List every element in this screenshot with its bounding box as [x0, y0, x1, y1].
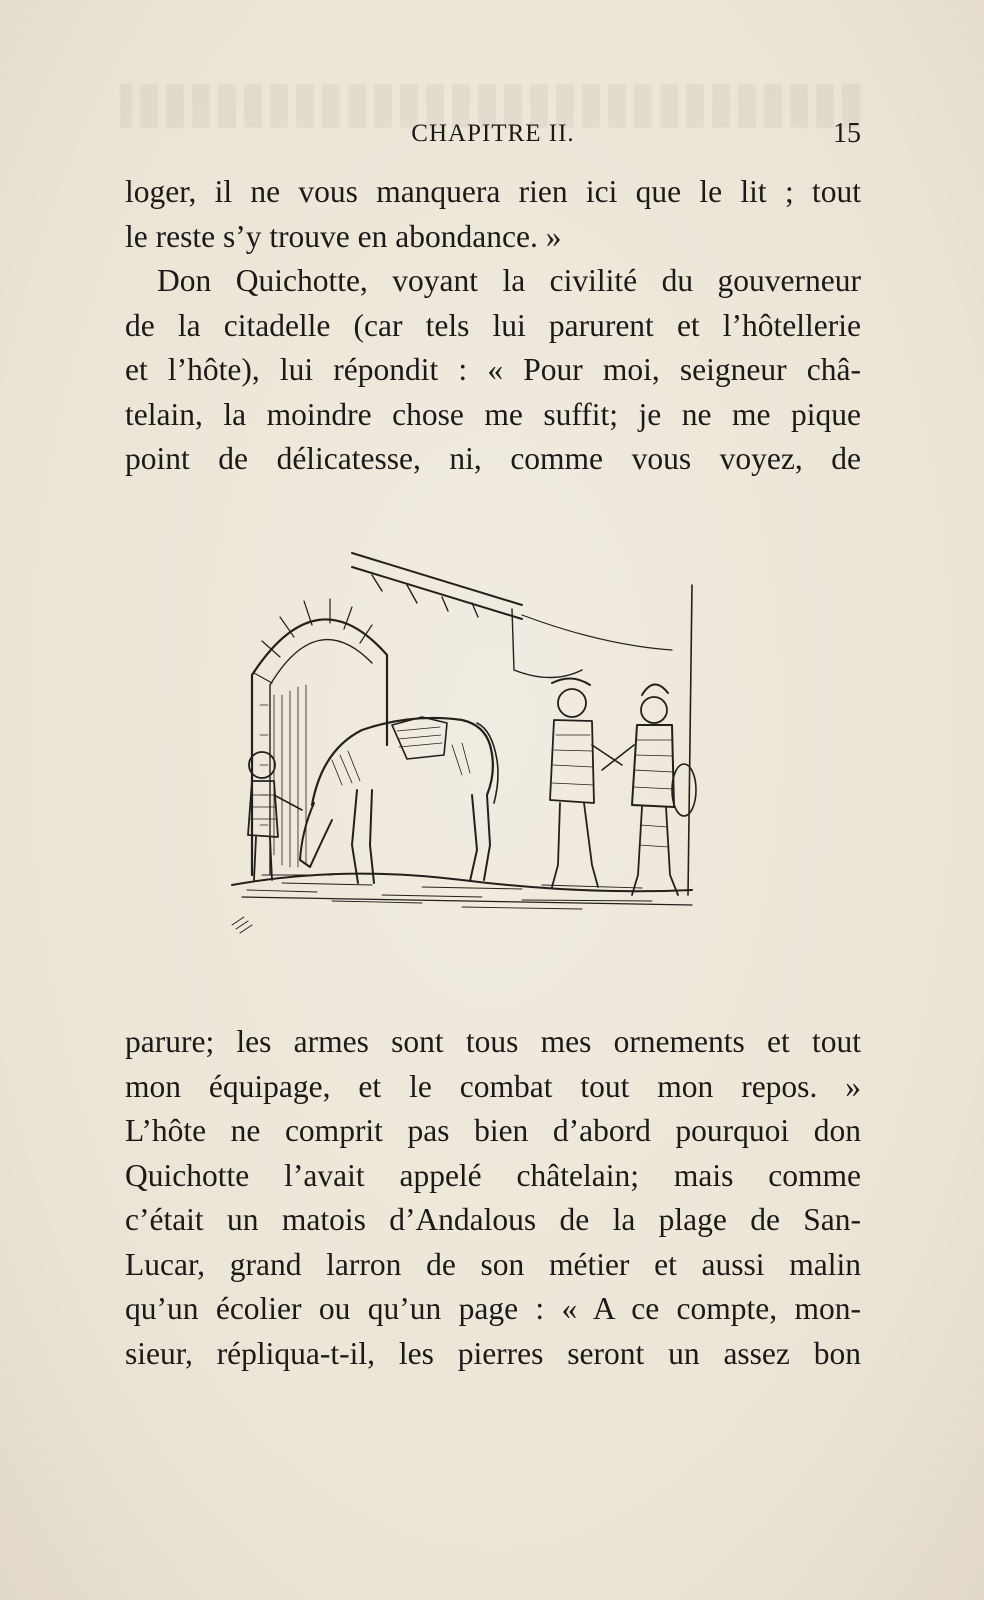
text-line: qu’un écolier ou qu’un page : « A ce compte, mon- — [125, 1291, 861, 1326]
text-line: telain, la moindre chose me suffit; je ne me pique — [125, 396, 861, 432]
text-line: loger, il ne vous manquera rien ici que le lit ; tout — [125, 174, 861, 209]
text-line: de la citadelle (car tels lui parurent et l’hôtellerie — [125, 307, 861, 343]
running-header — [125, 118, 861, 156]
text-line: c’était un matois d’Andalous de la plage de San- — [125, 1202, 861, 1237]
text-line: Quichotte l’avait appelé châtelain; mais comme — [125, 1157, 861, 1193]
text-line: Don Quichotte, voyant la civilité du gouverneur — [157, 263, 861, 298]
text-line: mon équipage, et le combat tout mon repos. » — [125, 1068, 861, 1104]
text-line: point de délicatesse, ni, comme vous voyez, de — [125, 441, 861, 476]
text-line: sieur, répliqua-t-il, les pierres seront un assez bon — [125, 1335, 861, 1371]
text-line: et l’hôte), lui répondit : « Pour moi, seigneur châ- — [125, 352, 861, 387]
page-number: 15 — [833, 118, 861, 149]
text-block-bottom — [125, 1020, 861, 1376]
text-line: le reste s’y trouve en abondance. » — [125, 218, 562, 254]
engraving-svg — [222, 545, 712, 957]
engraving-illustration — [222, 545, 712, 957]
text-line: Lucar, grand larron de son métier et aussi malin — [125, 1246, 861, 1282]
text-line: L’hôte ne comprit pas bien d’abord pourquoi don — [125, 1113, 861, 1148]
text-line: parure; les armes sont tous mes ornements et tout — [125, 1024, 861, 1059]
chapter-title: CHAPITRE II. — [411, 120, 575, 147]
text-block-top — [125, 170, 861, 482]
